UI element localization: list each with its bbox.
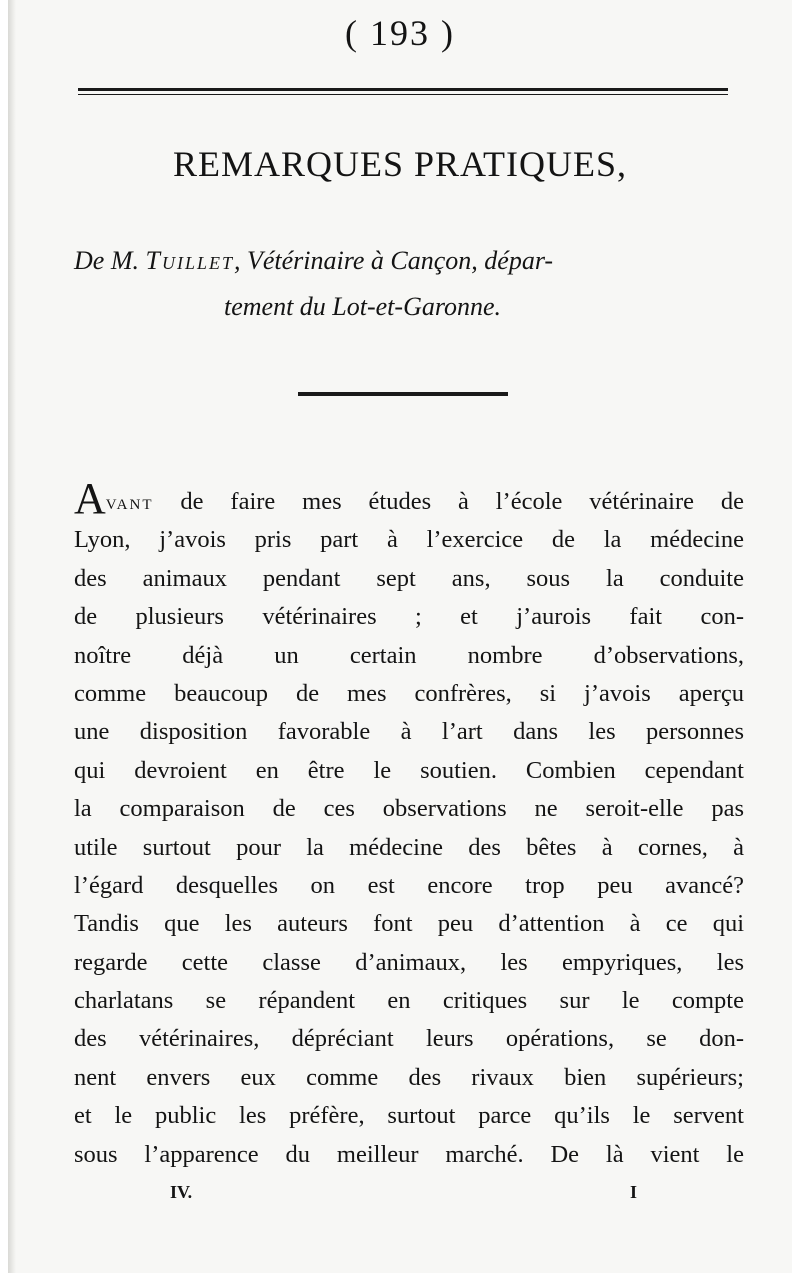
body-line: Tandis que les auteurs font peu d’attention à ce qui (74, 910, 744, 938)
body-line: qui devroient en être le soutien. Combien cependant (74, 756, 744, 784)
subtitle-line-2: tement du Lot-et-Garonne. (224, 292, 502, 321)
subtitle (74, 238, 734, 330)
subtitle-author: Tuillet (145, 246, 234, 275)
body-line: noître déjà un certain nombre d’observations, (74, 641, 744, 669)
gathering-signature: IV. (170, 1182, 193, 1202)
signature-mark: I (630, 1182, 638, 1202)
drop-cap: A (74, 474, 106, 523)
book-page (8, 0, 792, 1273)
page-edge-shadow (8, 0, 16, 1273)
body-line-first (74, 474, 745, 523)
body-line: et le public les préfère, surtout parce qu’ils le servent (74, 1102, 744, 1130)
subtitle-prefix: De M. (74, 246, 146, 275)
body-line: une disposition favorable à l’art dans les personnes (74, 718, 744, 746)
body-line: l’égard desquelles on est encore trop peu avancé? (74, 871, 744, 899)
body-line: la comparaison de ces observations ne seroit-elle pas (74, 795, 744, 823)
body-line: des animaux pendant sept ans, sous la conduite (74, 564, 744, 592)
body-line: utile surtout pour la médecine des bêtes à cornes, à (74, 833, 744, 861)
page-number: ( 193 ) (345, 13, 455, 53)
body-line: Lyon, j’avois pris part à l’exercice de la médecine (74, 526, 744, 554)
page-title: REMARQUES PRATIQUES, (172, 144, 628, 184)
first-word-rest: VANT (105, 497, 154, 513)
body-line: charlatans se répandent en critiques sur le compte (74, 987, 744, 1015)
body-line-first-rest: de faire mes études à l’école vétérinaire de (180, 488, 745, 515)
body-line: nent envers eux comme des rivaux bien supérieurs; (74, 1063, 744, 1091)
body-text (74, 474, 745, 1174)
header-rule (78, 88, 728, 95)
subtitle-suffix: , Vétérinaire à Cançon, dépar- (233, 246, 554, 275)
body-line: de plusieurs vétérinaires ; et j’aurois fait con- (74, 603, 744, 631)
body-line: regarde cette classe d’animaux, les empyriques, les (74, 948, 744, 976)
body-line: sous l’apparence du meilleur marché. De là vient le (74, 1140, 744, 1168)
body-line: des vétérinaires, dépréciant leurs opérations, se don- (74, 1025, 744, 1053)
body-line: comme beaucoup de mes confrères, si j’avois aperçu (74, 679, 744, 707)
section-rule (298, 392, 508, 396)
